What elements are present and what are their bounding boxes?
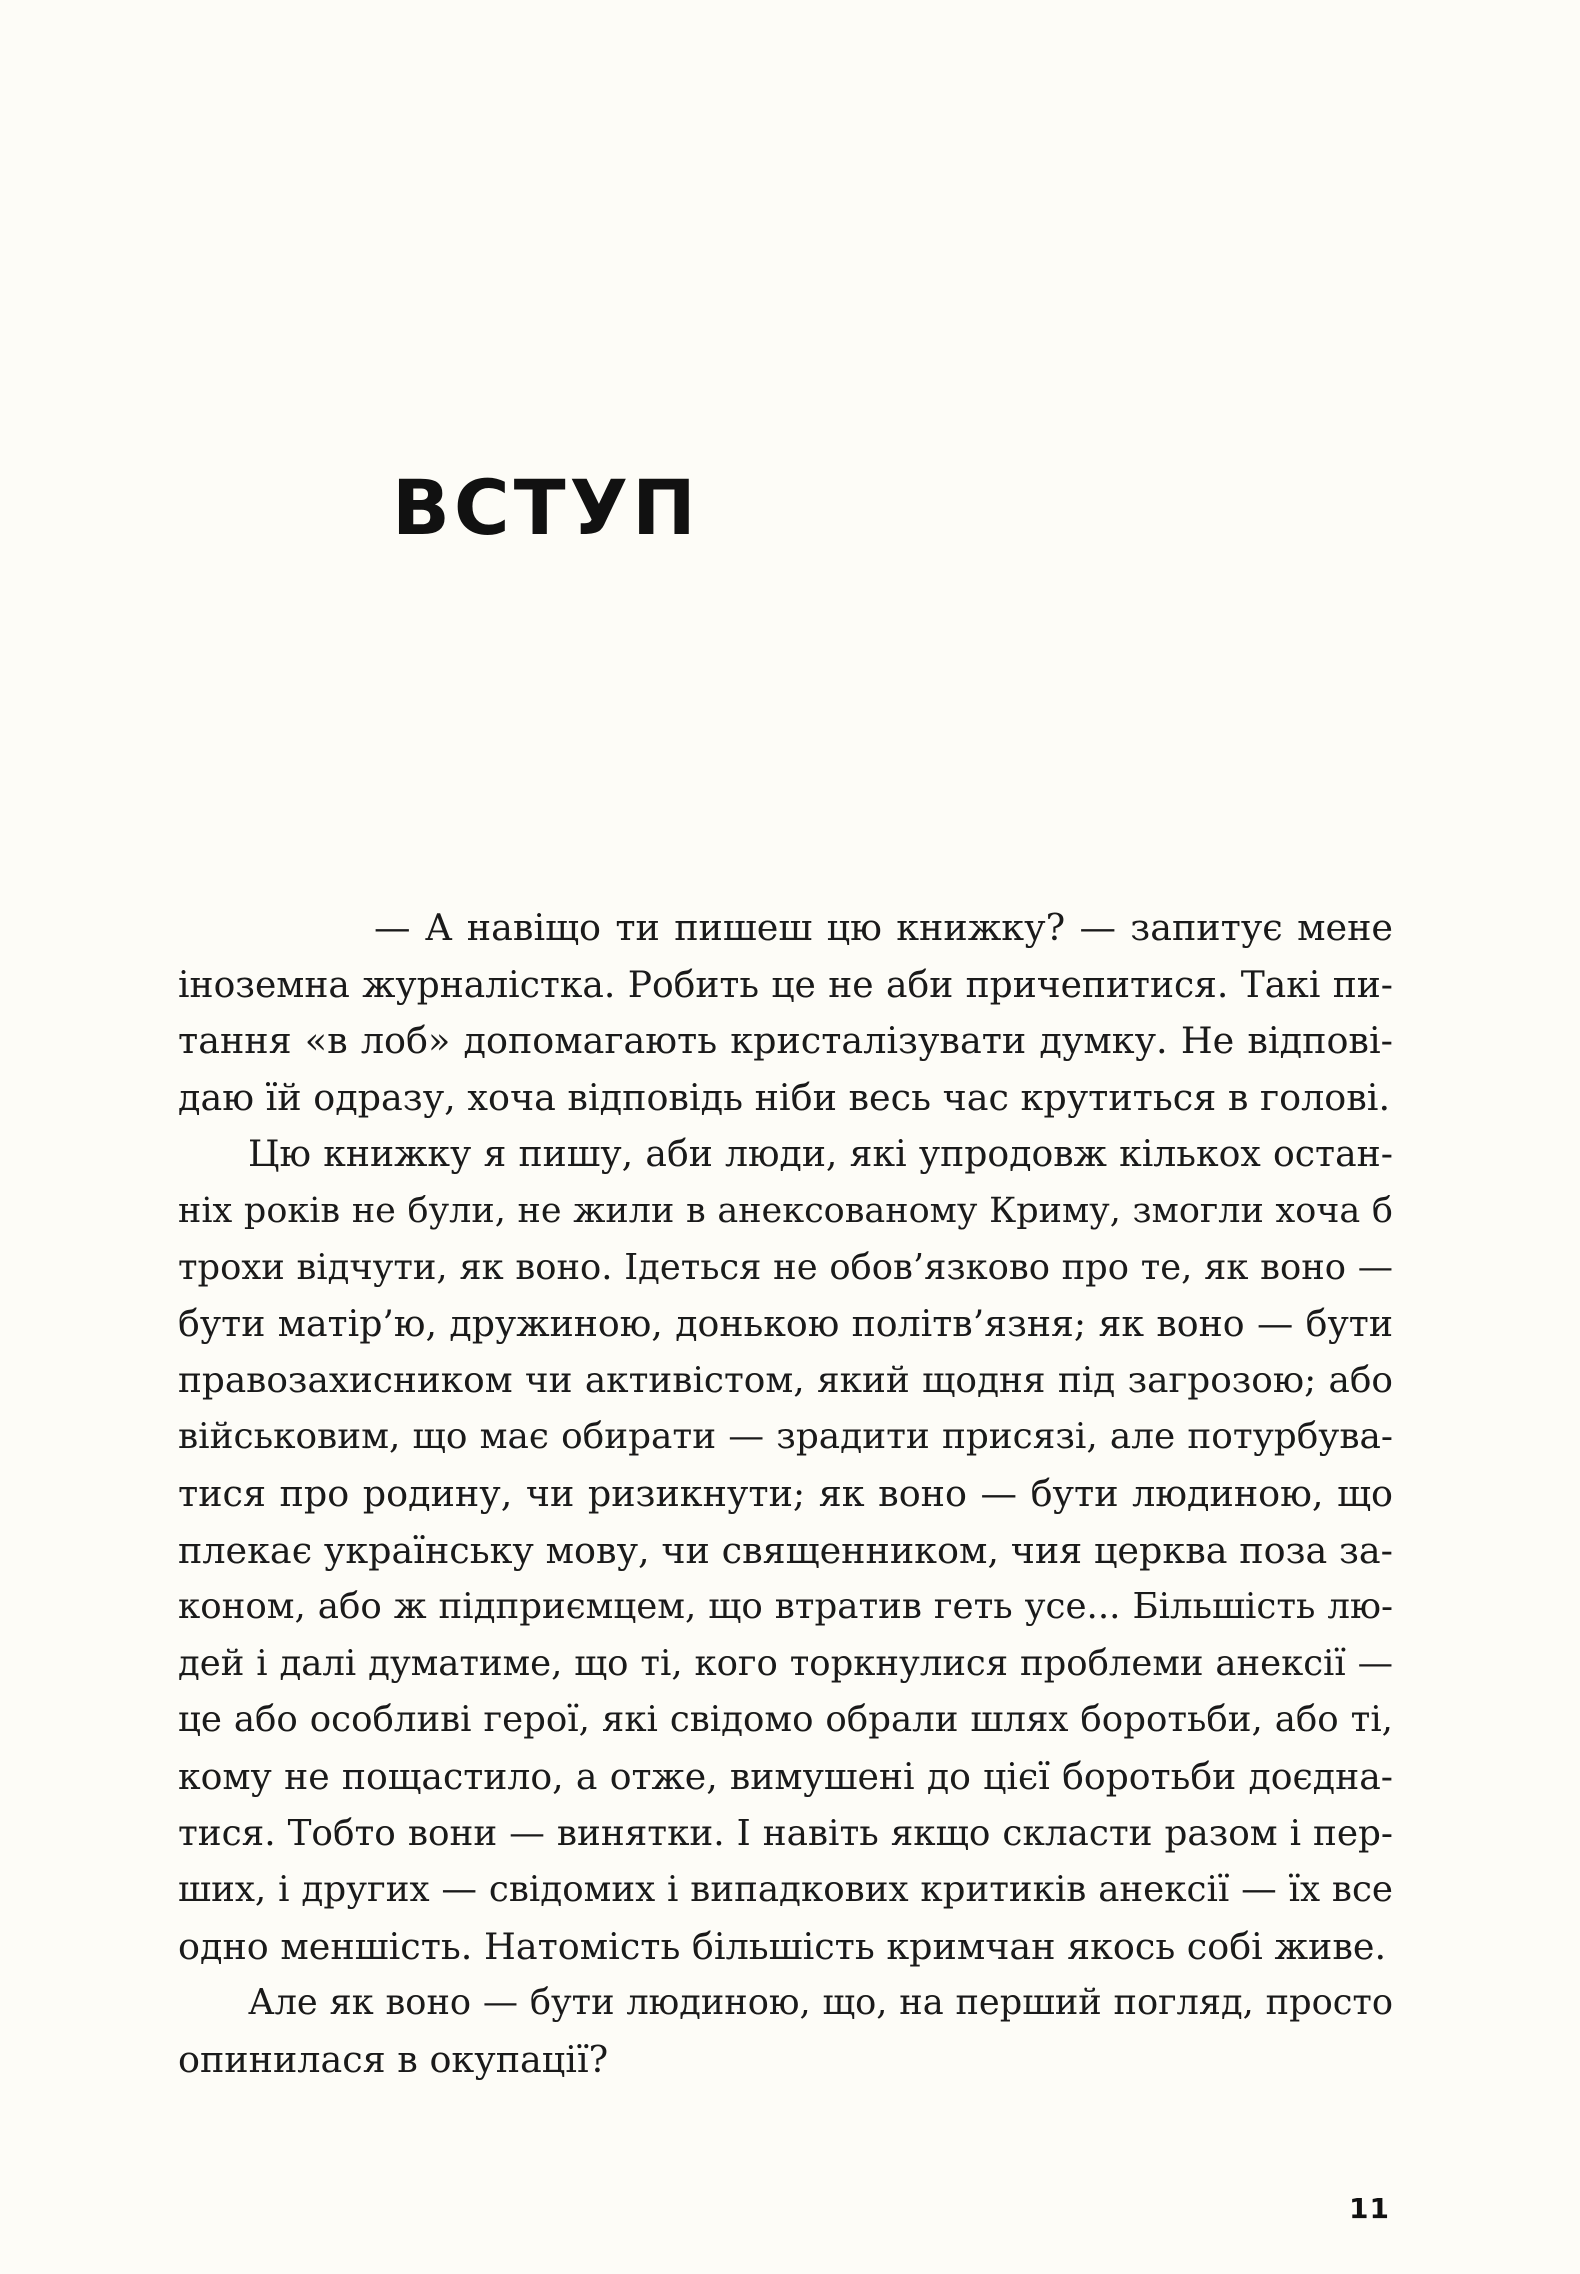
text-line: Але як воно — бути людиною, що, на перший погляд, просто — [248, 1982, 1393, 2024]
text-line: іноземна журналістка. Робить це не аби причепитися. Такі пи- — [178, 963, 1393, 1006]
text-line: тання «в лоб» допомагають кристалізувати думку. Не відпові- — [178, 1019, 1393, 1063]
text-line: коном, або ж підприємцем, що втратив геть усе... Більшість лю- — [178, 1586, 1393, 1628]
text-line: одно меншість. Натомість більшість кримчан якось собі живе. — [178, 1924, 1387, 1968]
text-line: тися. Тобто вони — винятки. І навіть якщо скласти разом і пер- — [178, 1812, 1393, 1854]
text-line: бути матір’ю, дружиною, донькою політв’язня; як воно — бути — [178, 1302, 1393, 1346]
text-line: кому не пощастило, а отже, вимушені до цієї боротьби доєдна- — [178, 1754, 1393, 1798]
text-line: трохи відчути, як воно. Ідеться не обов’язково про те, як воно — — [178, 1246, 1393, 1288]
text-line: ніх років не були, не жили в анексованому Криму, змогли хоча б — [178, 1190, 1393, 1231]
page-number: 11 — [1349, 2192, 1390, 2225]
text-line: Цю книжку я пишу, аби люди, які упродовж кількох остан- — [248, 1132, 1393, 1176]
text-line: дей і далі думатиме, що ті, кого торкнулися проблеми анексії — — [178, 1642, 1393, 1684]
text-line: плекає українську мову, чи священником, чия церква поза за- — [178, 1528, 1393, 1572]
text-line: правозахисником чи активістом, який щодня під загрозою; або — [178, 1359, 1393, 1401]
body-text — [178, 900, 1393, 2088]
text-line: тися про родину, чи ризикнути; як воно — бути людиною, що — [178, 1471, 1393, 1515]
text-line: це або особливі герої, які свідомо обрали шлях боротьби, або ті, — [178, 1699, 1393, 1741]
text-line: ших, і других — свідомих і випадкових критиків анексії — їх все — [178, 1869, 1393, 1911]
text-line: військовим, що має обирати — зрадити присязі, але потурбува- — [178, 1416, 1393, 1458]
text-line: даю їй одразу, хоча відповідь ніби весь час крутиться в голові. — [178, 1075, 1391, 1119]
text-line: опинилася в окупації? — [178, 2037, 609, 2081]
text-line: — А навіщо ти пишеш цю книжку? — запитує мене — [374, 906, 1393, 949]
chapter-title: ВСТУП — [392, 463, 700, 552]
